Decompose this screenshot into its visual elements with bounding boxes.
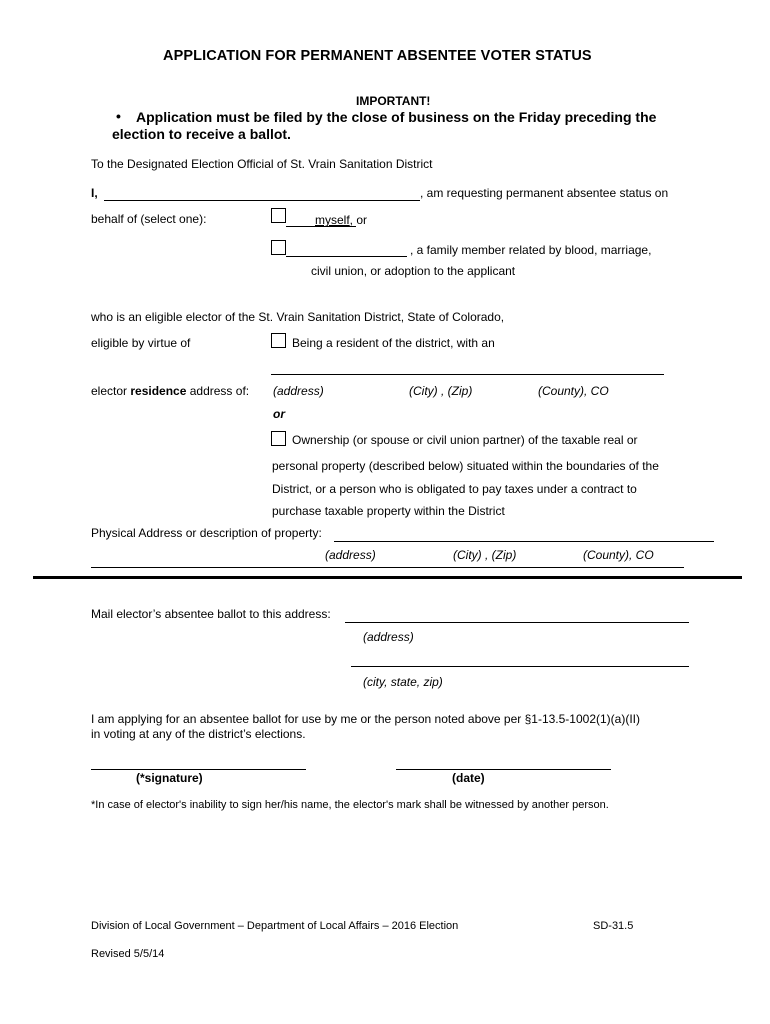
- mail-address-field[interactable]: [345, 622, 689, 623]
- family-member-checkbox[interactable]: [271, 240, 286, 255]
- mail-city-hint: (city, state, zip): [363, 675, 443, 689]
- requesting-text: , am requesting permanent absentee status on: [420, 186, 669, 200]
- applicant-name-field[interactable]: [104, 200, 420, 201]
- important-label: IMPORTANT!: [356, 94, 431, 108]
- mail-address-label: Mail elector’s absentee ballot to this address:: [91, 607, 331, 621]
- ownership-line-1: Ownership (or spouse or civil union partner) of the taxable real or: [292, 433, 638, 447]
- residence-bold: residence: [130, 384, 187, 398]
- deadline-line-1: Application must be filed by the close of business on the Friday preceding the: [136, 109, 657, 125]
- family-member-text: , a family member related by blood, marriage,: [410, 243, 652, 257]
- footer-division: Division of Local Government – Department of Local Affairs – 2016 Election: [91, 920, 459, 932]
- ownership-line-2: personal property (described below) situated within the boundaries of the: [272, 459, 659, 473]
- myself-text: myself: [315, 213, 350, 227]
- physical-address-hint: (address): [325, 548, 376, 562]
- date-field[interactable]: [396, 769, 611, 770]
- resident-text: Being a resident of the district, with an: [292, 336, 495, 350]
- revised-date: Revised 5/5/14: [91, 948, 165, 960]
- mail-address-hint: (address): [363, 630, 414, 644]
- signature-label: (*signature): [136, 771, 203, 785]
- myself-option: [315, 213, 367, 227]
- applying-line-1: I am applying for an absentee ballot for use by me or the person noted above per §1-13.5-1002(1)(a)(II): [91, 712, 640, 726]
- resident-checkbox[interactable]: [271, 333, 286, 348]
- ownership-line-3: District, or a person who is obligated to pay taxes under a contract to: [272, 482, 637, 496]
- addressee-line: To the Designated Election Official of St. Vrain Sanitation District: [91, 157, 433, 171]
- elector-suffix: address of:: [186, 384, 250, 398]
- or-label: or: [273, 407, 285, 421]
- physical-address-label: Physical Address or description of property:: [91, 526, 322, 540]
- signature-field[interactable]: [91, 769, 306, 770]
- ownership-line-4: purchase taxable property within the District: [272, 504, 505, 518]
- physical-county-hint: (County), CO: [583, 548, 654, 562]
- elector-prefix: elector: [91, 384, 131, 398]
- residence-address-hint: (address): [273, 384, 324, 398]
- bullet-icon: •: [116, 108, 121, 124]
- eligible-elector-text: who is an eligible elector of the St. Vrain Sanitation District, State of Colorado,: [91, 310, 505, 324]
- myself-checkbox[interactable]: [271, 208, 286, 223]
- section-divider: [33, 576, 742, 579]
- date-label: (date): [452, 771, 485, 785]
- page-title: APPLICATION FOR PERMANENT ABSENTEE VOTER STATUS: [163, 48, 592, 64]
- residence-county-hint: (County), CO: [538, 384, 609, 398]
- applying-line-2: in voting at any of the district’s elections.: [91, 727, 306, 741]
- physical-address-field-2[interactable]: [91, 567, 684, 568]
- mail-city-field[interactable]: [351, 666, 689, 667]
- i-label: I,: [91, 186, 98, 200]
- ownership-checkbox[interactable]: [271, 431, 286, 446]
- family-member-name-field[interactable]: [286, 256, 407, 257]
- deadline-line-2: election to receive a ballot.: [112, 126, 291, 142]
- behalf-label: behalf of (select one):: [91, 212, 207, 226]
- eligible-by-virtue-label: eligible by virtue of: [91, 336, 191, 350]
- footnote: *In case of elector's inability to sign her/his name, the elector's mark shall be witnessed by another person.: [91, 799, 609, 811]
- form-number: SD-31.5: [593, 920, 634, 932]
- myself-suffix: , or: [349, 213, 368, 227]
- elector-residence-label: [91, 384, 249, 398]
- family-member-text-2: civil union, or adoption to the applicant: [311, 264, 516, 278]
- residence-city-zip-hint: (City) , (Zip): [409, 384, 473, 398]
- physical-city-zip-hint: (City) , (Zip): [453, 548, 517, 562]
- residence-address-field[interactable]: [271, 374, 664, 375]
- physical-address-field-1[interactable]: [334, 541, 714, 542]
